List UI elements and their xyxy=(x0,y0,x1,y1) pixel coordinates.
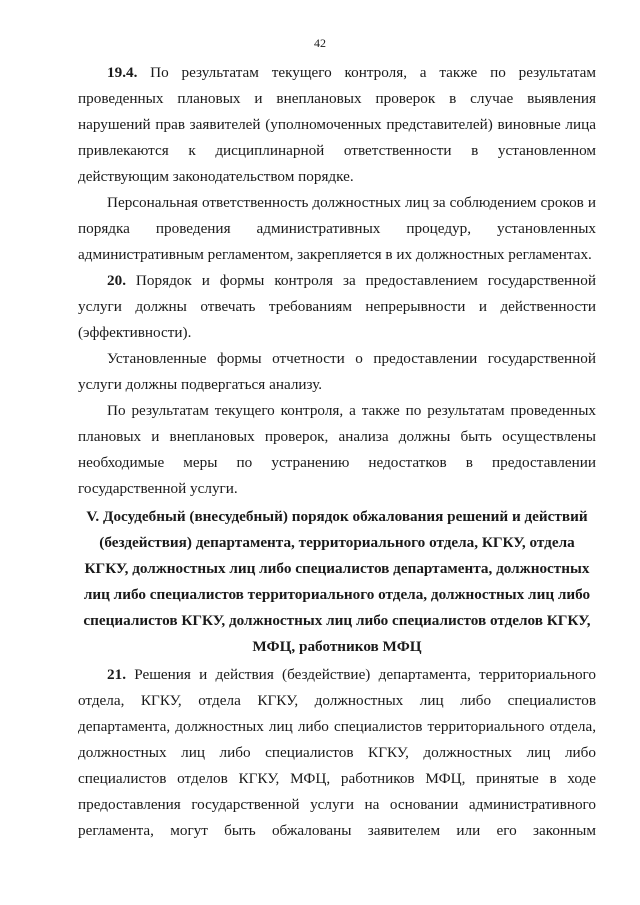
paragraph-text: По результатам текущего контроля, а также по результатам проведенных плановых и внеплановых проверок в случае выявления нарушений прав заявителей (уполномоченных представителей) виновные лица привлекаются к дисциплинарной ответственности в установленном действующим законодательством порядке. xyxy=(78,64,596,185)
paragraph-19-4 xyxy=(78,60,596,190)
paragraph-text: Порядок и формы контроля за предоставлением государственной услуги должны отвечать требованиям непрерывности и действенности (эффективности). xyxy=(78,272,596,341)
paragraph-reporting-forms xyxy=(78,346,596,398)
paragraph-21 xyxy=(78,662,596,844)
paragraph-control-results xyxy=(78,398,596,502)
paragraph-text: Установленные формы отчетности о предоставлении государственной услуги должны подвергаться анализу. xyxy=(78,350,596,393)
paragraph-20 xyxy=(78,268,596,346)
paragraph-responsibility xyxy=(78,190,596,268)
clause-number: 20. xyxy=(107,272,126,289)
paragraph-text: Решения и действия (бездействие) департамента, территориального отдела, КГКУ, отдела КГКУ, должностных лиц либо специалистов департамента, должностных лиц либо специалистов территориального отдела, должностных лиц либо специалистов КГКУ, должностных лиц либо специалистов отделов КГКУ, МФЦ, работников МФЦ, принятые в ходе предоставления государственной услуги на основании административного регламента, могут быть обжалованы заявителем или его законным xyxy=(78,666,596,839)
paragraph-text: Персональная ответственность должностных лиц за соблюдением сроков и порядка проведения административных процедур, установленных административным регламентом, закрепляется в их должностных регламентах. xyxy=(78,194,596,263)
clause-number: 21. xyxy=(107,666,126,683)
page-number: 42 xyxy=(314,36,326,50)
document-body xyxy=(78,60,596,844)
paragraph-text: По результатам текущего контроля, а также по результатам проведенных плановых и внеплановых проверок, анализа должны быть осуществлены необходимые меры по устранению недостатков в предоставлении государственной услуги. xyxy=(78,402,596,497)
clause-number: 19.4. xyxy=(107,64,138,81)
section-heading: V. Досудебный (внесудебный) порядок обжалования решений и действий (бездействия) департамента, территориального отдела, КГКУ, отдела КГКУ, должностных лиц либо специалистов департамента, должностных лиц либо специалистов территориального отдела, должностных лиц либо специалистов КГКУ, должностных лиц либо специалистов отделов КГКУ, МФЦ, работников МФЦ xyxy=(83,508,591,655)
